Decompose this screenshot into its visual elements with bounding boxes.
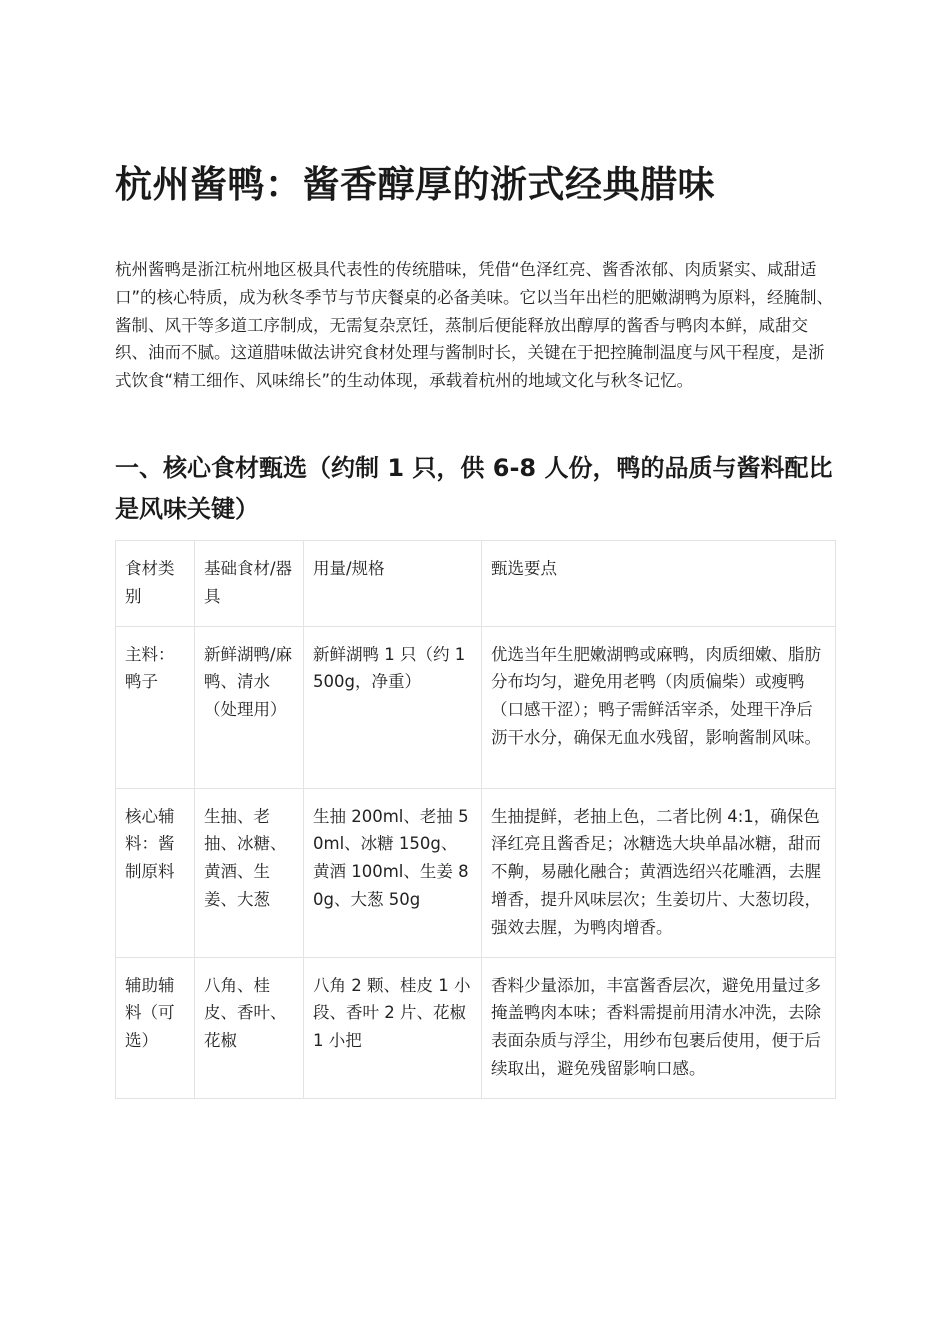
table-header-cell: 基础食材/器具 [195, 541, 304, 627]
notes-cell: 优选当年生肥嫩湖鸭或麻鸭，肉质细嫩、脂肪分布均匀，避免用老鸭（肉质偏柴）或瘦鸭（口感干涩）；鸭子需鲜活宰杀，处理干净后沥干水分，确保无血水残留，影响酱制风味。 [482, 626, 836, 788]
category-cell: 辅助辅料（可选） [116, 957, 195, 1098]
table-row [116, 626, 836, 788]
category-cell: 主料：鸭子 [116, 626, 195, 788]
page-title: 杭州酱鸭：酱香醇厚的浙式经典腊味 [115, 163, 715, 206]
category-cell: 核心辅料：酱制原料 [116, 788, 195, 957]
items-cell: 新鲜湖鸭/麻鸭、清水（处理用） [195, 626, 304, 788]
items-cell: 八角、桂皮、香叶、花椒 [195, 957, 304, 1098]
amount-cell: 生抽 200ml、老抽 50ml、冰糖 150g、黄酒 100ml、生姜 80g、大葱 50g [304, 788, 482, 957]
notes-cell: 生抽提鲜，老抽上色，二者比例 4:1，确保色泽红亮且酱香足；冰糖选大块单晶冰糖，甜而不齁，易融化融合；黄酒选绍兴花雕酒，去腥增香，提升风味层次；生姜切片、大葱切段，强效去腥，为鸭肉增香。 [482, 788, 836, 957]
table-header-cell: 食材类别 [116, 541, 195, 627]
notes-cell: 香料少量添加，丰富酱香层次，避免用量过多掩盖鸭肉本味；香料需提前用清水冲洗，去除表面杂质与浮尘，用纱布包裹后使用，便于后续取出，避免残留影响口感。 [482, 957, 836, 1098]
items-cell: 生抽、老抽、冰糖、黄酒、生姜、大葱 [195, 788, 304, 957]
table-header-row [116, 541, 836, 627]
amount-cell: 八角 2 颗、桂皮 1 小段、香叶 2 片、花椒 1 小把 [304, 957, 482, 1098]
table-header-cell: 用量/规格 [304, 541, 482, 627]
table-row [116, 788, 836, 957]
amount-cell: 新鲜湖鸭 1 只（约 1500g，净重） [304, 626, 482, 788]
section-heading: 一、核心食材甄选（约制 1 只，供 6-8 人份，鸭的品质与酱料配比是风味关键） [115, 454, 833, 523]
intro-paragraph: 杭州酱鸭是浙江杭州地区极具代表性的传统腊味，凭借“色泽红亮、酱香浓郁、肉质紧实、咸甜适口”的核心特质，成为秋冬季节与节庆餐桌的必备美味。它以当年出栏的肥嫩湖鸭为原料，经腌制、酱制、风干等多道工序制成，无需复杂烹饪，蒸制后便能释放出醇厚的酱香与鸭肉本鲜，咸甜交织、油而不腻。这道腊味做法讲究食材处理与酱制时长，关键在于把控腌制温度与风干程度，是浙式饮食“精工细作、风味绵长”的生动体现，承载着杭州的地域文化与秋冬记忆。 [115, 260, 834, 391]
ingredients-table [115, 540, 836, 1099]
table-header-cell: 甄选要点 [482, 541, 836, 627]
table-row [116, 957, 836, 1098]
